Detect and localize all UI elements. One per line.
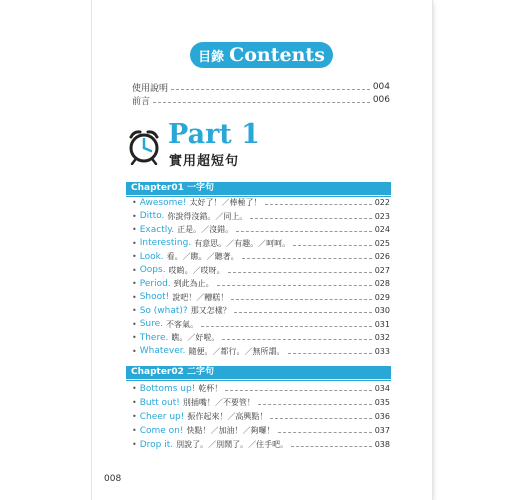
entry-meaning: 太好了！／棒極了！ [189,198,262,207]
bullet-icon: • [132,279,137,288]
entry-meaning: 那又怎樣？ [190,306,231,315]
entry-phrase: Ditto. [139,211,165,221]
entry-page: 038 [374,440,390,449]
entry-phrase: Bottoms up! [139,383,196,394]
dotted-leader [225,390,371,391]
bullet-icon: • [132,292,137,302]
bullet-icon: • [132,333,137,342]
entry-meaning: 哎喲。／哎呀。 [168,265,225,275]
entry-meaning: 別說了。／別鬧了。／住手吧。 [176,440,289,449]
toc-entry[interactable] [132,304,390,317]
entry-page: 028 [374,279,390,288]
page-number: 008 [104,474,122,484]
toc-entry[interactable] [132,424,390,437]
entry-meaning: 正是。／沒錯。 [177,225,234,234]
book-page [92,0,432,500]
bullet-icon: • [132,346,137,356]
dotted-leader [236,231,372,232]
entry-page: 026 [374,252,390,261]
dotted-leader [242,258,372,259]
bullet-icon: • [132,211,137,221]
toc-front-matter-row[interactable] [132,80,390,94]
dotted-leader [270,418,371,419]
entry-page: 037 [374,426,390,435]
entry-meaning: 乾杯！ [198,384,223,393]
entry-page: 027 [374,265,390,275]
toc-entry[interactable] [132,210,390,223]
entry-meaning: 振作起來！／高興點！ [187,412,268,421]
toc-front-matter-row[interactable] [132,93,390,107]
entry-page: 029 [374,292,390,302]
entry-page: 031 [374,319,390,329]
contents-banner-zh: 目錄 [198,49,225,65]
entry-page: 034 [374,384,390,393]
entry-phrase: Interesting. [139,238,192,248]
entry-meaning: 看。／瞧。／聽著。 [166,252,239,261]
entry-phrase: Awesome! [139,197,187,208]
toc-entry[interactable] [132,264,390,277]
entry-phrase: Butt out! [139,397,180,408]
toc-entry[interactable] [132,277,390,290]
dotted-leader [288,353,372,354]
entry-page: 032 [374,333,390,342]
entry-meaning: 快點！／加油！／夠囉！ [186,426,275,435]
bullet-icon: • [132,238,137,248]
toc-entry[interactable] [132,250,390,263]
toc-entry[interactable] [132,196,390,209]
entry-phrase: Oops. [139,265,166,275]
entry-page: 023 [374,211,390,221]
entry-page: 035 [374,398,390,407]
alarm-clock-icon [126,127,162,165]
bullet-icon: • [132,265,137,275]
entry-phrase: Look. [139,251,164,262]
entry-phrase: So (what)? [139,305,188,316]
dotted-leader [265,204,372,205]
entry-page: 022 [374,198,390,207]
toc-entry[interactable] [132,382,390,395]
dotted-leader [217,285,372,286]
bullet-icon: • [132,412,137,421]
toc-label: 前言 [132,96,151,107]
entry-phrase: Come on! [139,425,184,436]
dotted-leader [234,312,372,313]
entry-meaning: 隨便。／都行。／無所謂。 [188,346,285,356]
entry-meaning: 不客氣。 [166,319,199,329]
bullet-icon: • [132,384,137,393]
chapter-heading[interactable]: Chapter01 一字句 [126,182,391,195]
toc-entry[interactable] [132,318,390,331]
toc-entry[interactable] [132,223,390,236]
dotted-leader [291,446,372,447]
dotted-leader [222,339,371,340]
bullet-icon: • [132,252,137,261]
bullet-icon: • [132,319,137,329]
entry-phrase: Whatever. [139,346,186,356]
chapter-heading[interactable]: Chapter02 二字句 [126,366,391,379]
bullet-icon: • [132,225,137,234]
entry-page: 025 [374,238,390,248]
bullet-icon: • [132,440,137,449]
bullet-icon: • [132,306,137,315]
entry-phrase: Shoot! [139,292,170,302]
entry-meaning: 別插嘴！／不要管！ [182,398,255,407]
toc-entry[interactable] [132,345,390,358]
contents-banner [190,42,333,68]
bullet-icon: • [132,398,137,407]
toc-entry[interactable] [132,291,390,304]
toc-page-number: 004 [372,82,390,92]
entry-phrase: Cheer up! [139,411,185,422]
toc-entry[interactable] [132,331,390,344]
entry-phrase: Sure. [139,319,164,329]
dotted-leader [201,326,372,327]
dotted-leader [171,89,370,90]
toc-entry[interactable] [132,237,390,250]
bullet-icon: • [132,198,137,207]
entry-meaning: 到此為止。 [173,279,214,288]
bullet-icon: • [132,426,137,435]
toc-entry[interactable] [132,438,390,451]
entry-phrase: There. [139,332,169,343]
contents-banner-en: Contents [229,44,325,66]
entry-page: 024 [374,225,390,234]
dotted-leader [278,432,372,433]
entry-meaning: 說吧！／糟糕！ [172,292,229,302]
dotted-leader [250,218,371,219]
dotted-leader [293,245,372,246]
entry-meaning: 有意思。／有趣。／呵呵。 [194,238,291,248]
dotted-leader [258,404,372,405]
toc-page-number: 006 [372,95,390,105]
dotted-leader [231,299,371,300]
part-subtitle: 實用超短句 [169,154,240,169]
entry-phrase: Exactly. [139,224,175,235]
entry-page: 036 [374,412,390,421]
entry-page: 033 [374,346,390,356]
dotted-leader [228,272,372,273]
entry-phrase: Drop it. [139,439,174,450]
entry-meaning: 瞧。／好啦。 [171,333,220,342]
toc-entry[interactable] [132,410,390,423]
toc-entry[interactable] [132,396,390,409]
part-title: Part 1 [168,119,260,150]
dotted-leader [153,102,370,103]
entry-phrase: Period. [139,278,171,289]
entry-meaning: 你說得沒錯。／同上。 [167,211,248,221]
toc-label: 使用說明 [132,83,169,94]
entry-page: 030 [374,306,390,315]
